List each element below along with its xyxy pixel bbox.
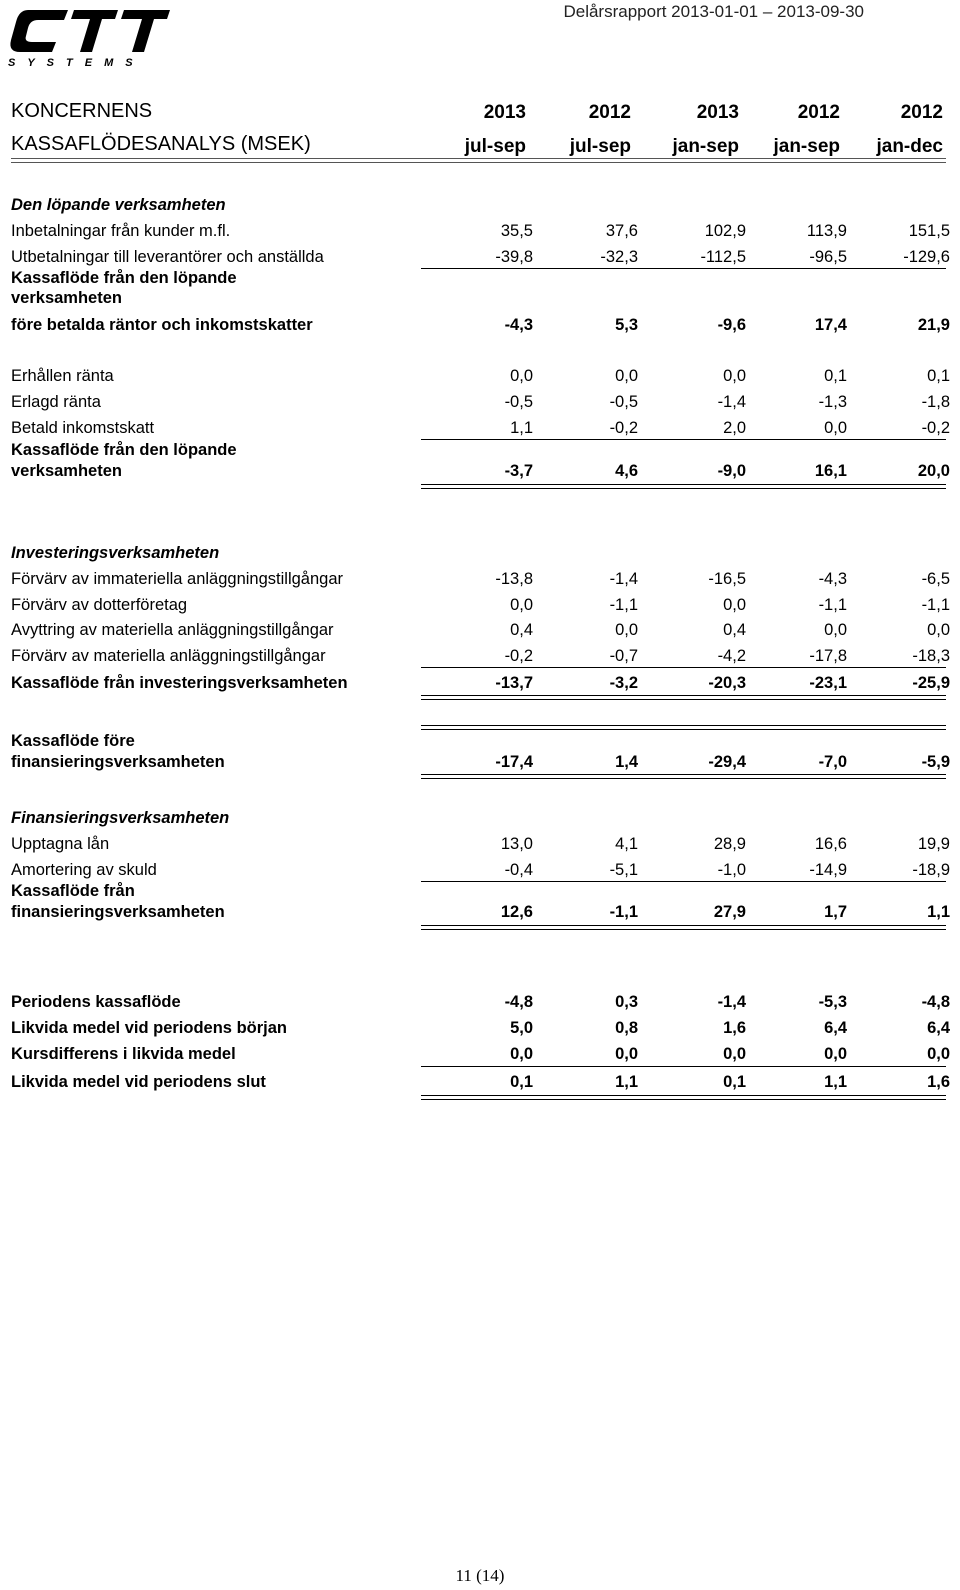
table-row: Avyttring av materiella anläggningstillgångar 0,4 0,0 0,4 0,0 0,0	[11, 621, 950, 639]
ctt-systems-logo	[6, 2, 176, 68]
table-row: Erhållen ränta 0,0 0,0 0,0 0,1 0,1	[11, 367, 950, 385]
subtotal-line	[421, 1066, 946, 1067]
row-label-multiline: Kassaflöde före	[11, 732, 135, 750]
total-double-line	[421, 695, 946, 700]
table-row: Förvärv av dotterföretag 0,0 -1,1 0,0 -1,1 -1,1	[11, 596, 950, 614]
column-period-5: jan-dec	[876, 136, 943, 157]
subtotal-row: före betalda räntor och inkomstskatter -4,3 5,3 -9,6 17,4 21,9	[11, 316, 950, 334]
row-label-multiline: Kassaflöde från	[11, 882, 135, 900]
subtotal-line	[421, 268, 946, 269]
total-row: Likvida medel vid periodens slut 0,1 1,1 0,1 1,1 1,6	[11, 1073, 950, 1091]
total-double-line	[421, 925, 946, 930]
total-double-line	[421, 774, 946, 779]
table-row: Kursdifferens i likvida medel 0,0 0,0 0,0 0,0 0,0	[11, 1045, 950, 1063]
row-label-multiline: Kassaflöde från den löpande	[11, 441, 237, 459]
column-year-3: 2013	[696, 102, 739, 123]
row-label-multiline: Kassaflöde från den löpande verksamheten	[11, 269, 237, 307]
total-double-line	[421, 1095, 946, 1100]
table-row: Betald inkomstskatt 1,1 -0,2 2,0 0,0 -0,2	[11, 419, 950, 437]
column-year-1: 2013	[483, 102, 526, 123]
table-row: Utbetalningar till leverantörer och anställda -39,8 -32,3 -112,5 -96,5 -129,6	[11, 248, 950, 266]
section-heading: Finansieringsverksamheten	[11, 809, 230, 827]
subtotal-row: verksamheten -3,7 4,6 -9,0 16,1 20,0	[11, 462, 950, 480]
table-row: Erlagd ränta -0,5 -0,5 -1,4 -1,3 -1,8	[11, 393, 950, 411]
section-heading: Den löpande verksamheten	[11, 196, 226, 214]
table-row: Likvida medel vid periodens början 5,0 0,8 1,6 6,4 6,4	[11, 1019, 950, 1037]
svg-text:SYSTEMS: SYSTEMS	[8, 57, 145, 68]
column-year-4: 2012	[797, 102, 840, 123]
subtotal-line	[421, 881, 946, 882]
table-title-unit: (MSEK)	[240, 133, 311, 155]
table-row: Inbetalningar från kunder m.fl. 35,5 37,6 102,9 113,9 151,5	[11, 222, 950, 240]
subtotal-row: finansieringsverksamheten -17,4 1,4 -29,4 -7,0 -5,9	[11, 753, 950, 771]
subtotal-line	[421, 667, 946, 668]
table-title-line1: KONCERNENS	[11, 100, 153, 122]
table-row: Förvärv av immateriella anläggningstillgångar -13,8 -1,4 -16,5 -4,3 -6,5	[11, 570, 950, 588]
table-row: Upptagna lån 13,0 4,1 28,9 16,6 19,9	[11, 835, 950, 853]
column-year-5: 2012	[900, 102, 943, 123]
report-title: Delårsrapport 2013-01-01 – 2013-09-30	[563, 2, 864, 21]
column-year-2: 2012	[588, 102, 631, 123]
column-period-4: jan-sep	[773, 136, 840, 157]
total-double-line	[421, 725, 946, 730]
table-row: Periodens kassaflöde -4,8 0,3 -1,4 -5,3 -4,8	[11, 993, 950, 1011]
table-title-main: KASSAFLÖDESANALYS	[11, 133, 236, 155]
subtotal-row: Kassaflöde från investeringsverksamheten -13,7 -3,2 -20,3 -23,1 -25,9	[11, 674, 950, 692]
header-divider	[11, 158, 946, 163]
page-number: 11 (14)	[455, 1566, 505, 1585]
total-double-line	[421, 484, 946, 489]
section-heading: Investeringsverksamheten	[11, 544, 220, 562]
table-row: Amortering av skuld -0,4 -5,1 -1,0 -14,9 -18,9	[11, 861, 950, 879]
table-title-line2	[11, 133, 311, 156]
subtotal-row: finansieringsverksamheten 12,6 -1,1 27,9 1,7 1,1	[11, 903, 950, 921]
subtotal-line	[421, 439, 946, 440]
column-period-2: jul-sep	[569, 136, 631, 157]
table-row: Förvärv av materiella anläggningstillgångar -0,2 -0,7 -4,2 -17,8 -18,3	[11, 647, 950, 665]
column-period-3: jan-sep	[672, 136, 739, 157]
column-period-1: jul-sep	[464, 136, 526, 157]
